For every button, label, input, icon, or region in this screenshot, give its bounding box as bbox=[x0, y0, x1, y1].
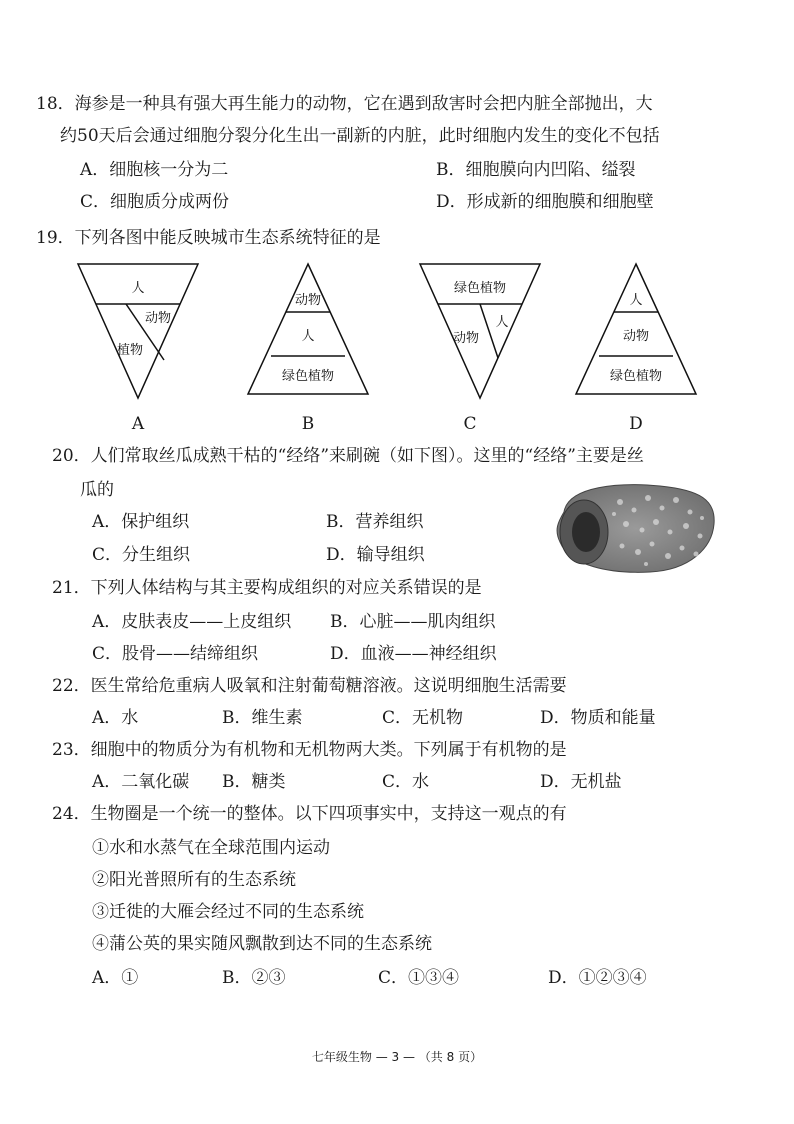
figure-c-caption: C bbox=[463, 414, 477, 434]
q24-option-c: C．①③④ bbox=[378, 968, 460, 988]
q23-option-c: C．水 bbox=[382, 772, 430, 792]
q19-stem: 19．下列各图中能反映城市生态系统特征的是 bbox=[36, 228, 381, 248]
figure-a-caption: A bbox=[131, 414, 145, 434]
q24-option-b: B．②③ bbox=[222, 968, 286, 988]
figure-d-label-bottom: 绿色植物 bbox=[609, 369, 663, 384]
figure-d-label-top: 人 bbox=[629, 293, 643, 308]
q24-fact-3: ③迁徙的大雁会经过不同的生态系统 bbox=[92, 902, 364, 922]
q21-option-d: D．血液——神经组织 bbox=[330, 644, 497, 664]
q20-option-d: D．输导组织 bbox=[326, 545, 425, 565]
figure-a-label-right: 动物 bbox=[144, 311, 172, 326]
figure-a-label-top: 人 bbox=[131, 281, 145, 296]
figure-b-caption: B bbox=[301, 414, 315, 434]
q22-option-b: B．维生素 bbox=[222, 708, 303, 728]
q24-fact-4: ④蒲公英的果实随风飘散到达不同的生态系统 bbox=[92, 934, 432, 954]
figure-c-label-right: 人 bbox=[495, 315, 509, 330]
figure-b-label-bottom: 绿色植物 bbox=[281, 369, 335, 384]
q24-stem: 24．生物圈是一个统一的整体。以下四项事实中，支持这一观点的有 bbox=[52, 804, 567, 824]
pyramid-figure-a bbox=[76, 262, 200, 407]
q18-option-a: A．细胞核一分为二 bbox=[80, 160, 229, 180]
q21-option-a: A．皮肤表皮——上皮组织 bbox=[92, 612, 292, 632]
q20-stem-line2: 瓜的 bbox=[80, 480, 114, 500]
q18-option-b: B．细胞膜向内凹陷、缢裂 bbox=[436, 160, 636, 180]
figure-c-label-top: 绿色植物 bbox=[453, 281, 507, 296]
q18-stem-line2: 约50天后会通过细胞分裂分化生出一副新的内脏，此时细胞内发生的变化不包括 bbox=[60, 126, 660, 146]
q24-option-a: A．① bbox=[92, 968, 139, 988]
q22-option-c: C．无机物 bbox=[382, 708, 464, 728]
q23-option-d: D．无机盐 bbox=[540, 772, 622, 792]
pyramid-figure-d bbox=[574, 262, 698, 403]
figure-a-label-left: 植物 bbox=[116, 343, 144, 358]
figure-d-label-middle: 动物 bbox=[622, 329, 650, 344]
q22-option-a: A．水 bbox=[92, 708, 139, 728]
figure-b-label-top: 动物 bbox=[294, 293, 322, 308]
q22-stem: 22．医生常给危重病人吸氧和注射葡萄糖溶液。这说明细胞生活需要 bbox=[52, 676, 567, 696]
q21-option-b: B．心脏——肌肉组织 bbox=[330, 612, 496, 632]
q18-option-d: D．形成新的细胞膜和细胞壁 bbox=[436, 192, 654, 212]
page-footer: 七年级生物 — 3 — （共 8 页） bbox=[311, 1050, 483, 1064]
q23-stem: 23．细胞中的物质分为有机物和无机物两大类。下列属于有机物的是 bbox=[52, 740, 567, 760]
loofah-sponge-image bbox=[550, 478, 718, 578]
q18-stem-line1: 18．海参是一种具有强大再生能力的动物，它在遇到敌害时会把内脏全部抛出，大 bbox=[36, 94, 653, 114]
q20-option-a: A．保护组织 bbox=[92, 512, 190, 532]
pyramid-figure-c bbox=[418, 262, 542, 407]
figure-d-caption: D bbox=[629, 414, 643, 434]
q20-stem-line1: 20．人们常取丝瓜成熟干枯的“经络”来刷碗（如下图）。这里的“经络”主要是丝 bbox=[52, 446, 644, 466]
q23-option-a: A．二氧化碳 bbox=[92, 772, 190, 792]
q23-option-b: B．糖类 bbox=[222, 772, 286, 792]
q24-option-d: D．①②③④ bbox=[548, 968, 647, 988]
q21-stem: 21．下列人体结构与其主要构成组织的对应关系错误的是 bbox=[52, 578, 482, 598]
q24-fact-2: ②阳光普照所有的生态系统 bbox=[92, 870, 296, 890]
q20-option-b: B．营养组织 bbox=[326, 512, 424, 532]
q20-option-c: C．分生组织 bbox=[92, 545, 191, 565]
figure-b-label-middle: 人 bbox=[301, 329, 315, 344]
pyramid-figure-b bbox=[246, 262, 370, 403]
figure-c-label-left: 动物 bbox=[452, 331, 480, 346]
q18-option-c: C．细胞质分成两份 bbox=[80, 192, 230, 212]
q21-option-c: C．股骨——结缔组织 bbox=[92, 644, 259, 664]
q24-fact-1: ①水和水蒸气在全球范围内运动 bbox=[92, 838, 330, 858]
q22-option-d: D．物质和能量 bbox=[540, 708, 656, 728]
